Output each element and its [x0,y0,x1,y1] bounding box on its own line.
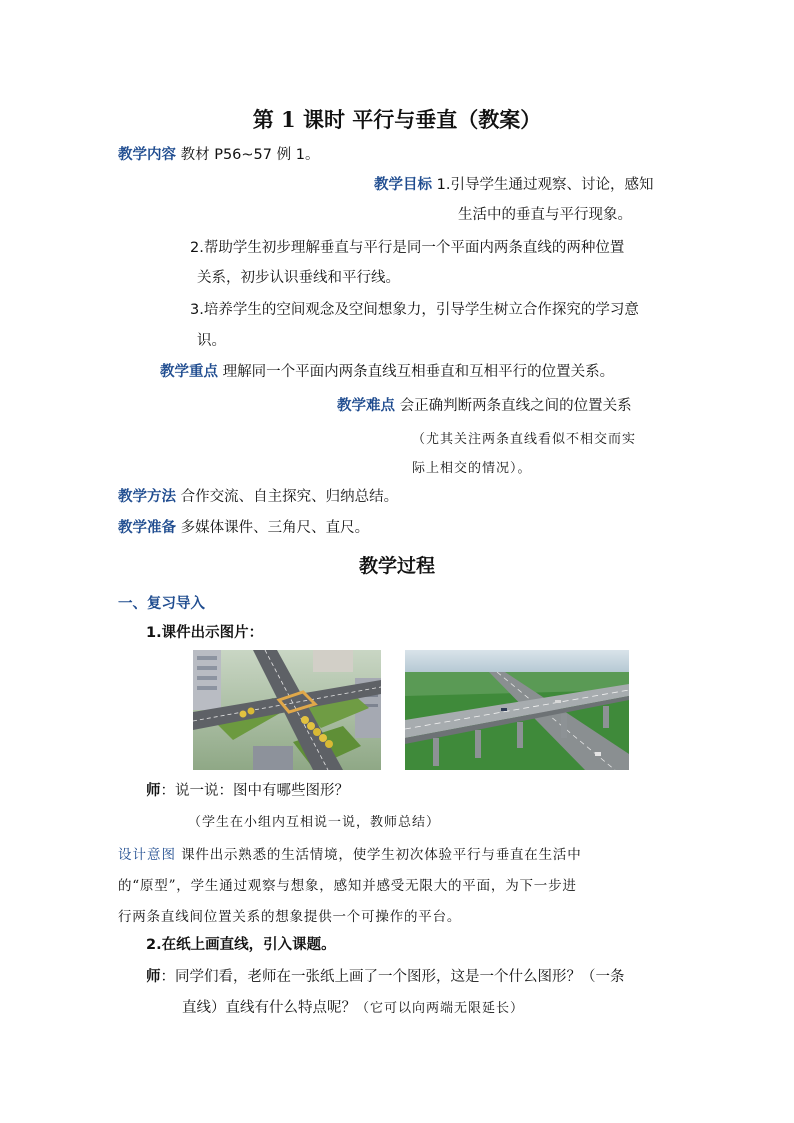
design-intent-a: 课件出示熟悉的生活情境，使学生初次体验平行与垂直在生活中 [176,847,582,863]
goal-2-a: 2.帮助学生初步理解垂直与平行是同一个平面内两条直线的两种位置 [190,240,625,256]
key-point-text: 理解同一个平面内两条直线互相垂直和互相平行的位置关系。 [218,364,615,380]
question-1-text: ：说一说：图中有哪些图形？ [160,783,349,799]
step-1: 1.课件出示图片： [146,625,264,641]
goal-1-b: 生活中的垂直与平行现象。 [458,207,632,223]
goal-3-b: 识。 [197,333,226,349]
key-point-label: 教学重点 [160,364,218,380]
goal-1-a: 1.引导学生通过观察、讨论，感知 [432,177,654,193]
teacher-label-2: 师 [146,969,161,985]
teaching-method [118,487,398,507]
intersection-photo [193,650,381,770]
intersection-illustration [193,650,381,770]
design-intent-line1 [118,843,582,863]
step-2: 2.在纸上画直线，引入课题。 [146,937,336,953]
teaching-method-label: 教学方法 [118,489,176,505]
question-1-note: （学生在小组内互相说一说，教师总结） [188,815,441,830]
teaching-goals-label: 教学目标 [374,177,432,193]
design-intent-label: 设计意图 [118,847,176,863]
difficulty [337,396,632,416]
teaching-method-text: 合作交流、自主探究、归纳总结。 [176,489,399,505]
difficulty-text: 会正确判断两条直线之间的位置关系 [395,398,632,414]
teaching-content-text: 教材 P56~57 例 1。 [176,147,320,163]
process-title: 教学过程 [358,555,435,577]
teacher-label-1: 师 [146,783,161,799]
teacher-question-2 [146,967,625,987]
teaching-content [118,145,319,165]
difficulty-note-b: 际上相交的情况）。 [412,461,532,476]
difficulty-label: 教学难点 [337,398,395,414]
question-2-note: （它可以向两端无限延长） [356,1001,525,1016]
teaching-prep-label: 教学准备 [118,520,176,536]
design-intent-c: 行两条直线间位置关系的想象提供一个可操作的平台。 [118,909,462,925]
design-intent-b: 的“原型”，学生通过观察与想象，感知并感受无限大的平面，为下一步进 [118,878,577,894]
difficulty-note-a: （尤其关注两条直线看似不相交而实 [412,432,637,447]
teaching-prep-text: 多媒体课件、三角尺、直尺。 [176,520,370,536]
teaching-prep [118,518,369,538]
question-2-line2 [182,998,524,1019]
section-1-heading: 一、复习导入 [118,596,205,612]
overpass-photo [405,650,629,770]
teaching-goals-line1 [374,175,653,195]
teaching-content-label: 教学内容 [118,147,176,163]
goal-2-b: 关系，初步认识垂线和平行线。 [197,270,400,286]
overpass-illustration [405,650,629,770]
page-title: 第 1 课时 平行与垂直（教案） [252,107,542,132]
goal-3-a: 3.培养学生的空间观念及空间想象力，引导学生树立合作探究的学习意 [190,302,639,318]
key-point [160,362,614,382]
question-2-b: 直线）直线有什么特点呢？ [182,1000,356,1016]
question-2-a: ：同学们看，老师在一张纸上画了一个图形，这是一个什么图形？（一条 [160,969,625,985]
teacher-question-1 [146,781,349,801]
